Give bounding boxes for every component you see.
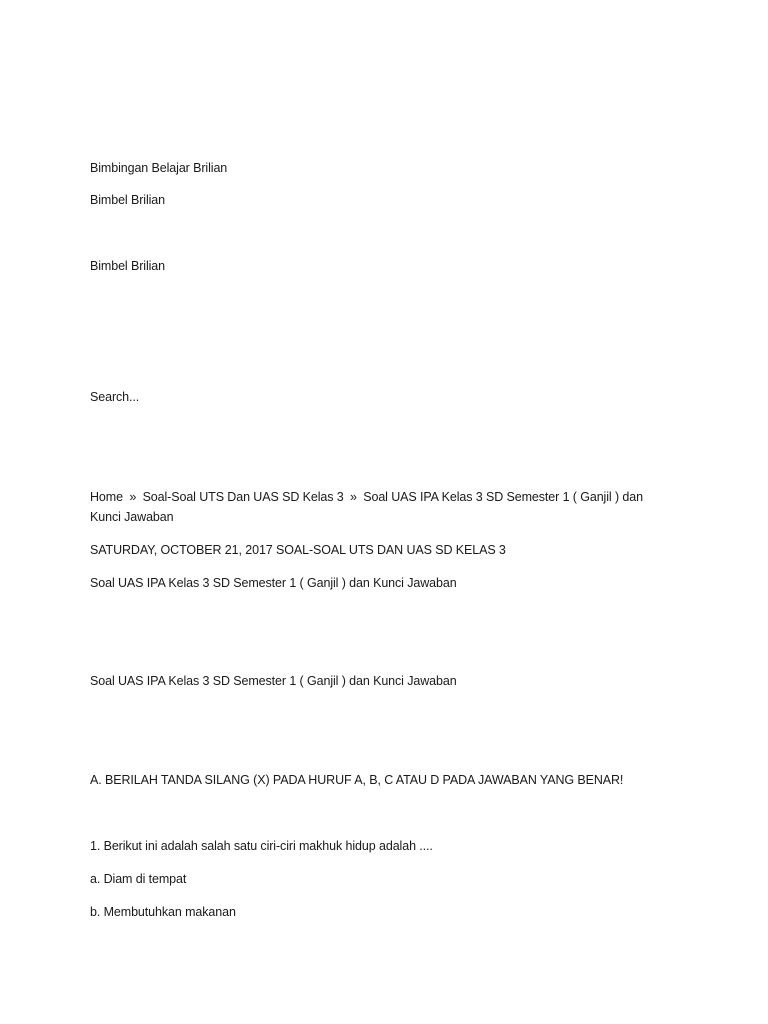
breadcrumb-separator: » <box>350 490 357 504</box>
breadcrumb <box>90 487 670 527</box>
breadcrumb-separator: » <box>129 490 137 504</box>
site-name: Bimbel Brilian <box>90 193 166 207</box>
option-b: b. Membutuhkan makanan <box>90 905 236 919</box>
post-date-line: SATURDAY, OCTOBER 21, 2017 SOAL-SOAL UTS DAN UAS SD KELAS 3 <box>90 543 506 557</box>
option-a: a. Diam di tempat <box>90 872 187 886</box>
site-logo-text[interactable]: Bimbel Brilian <box>90 259 166 273</box>
breadcrumb-current: Soal UAS IPA Kelas 3 SD Semester 1 ( Ganjil ) dan Kunci Jawaban <box>90 490 643 524</box>
breadcrumb-category-link[interactable]: Soal-Soal UTS Dan UAS SD Kelas 3 <box>142 490 344 504</box>
site-title[interactable]: Bimbingan Belajar Brilian <box>90 161 228 175</box>
search-input[interactable]: Search... <box>90 390 140 404</box>
breadcrumb-home-link[interactable]: Home <box>90 490 123 504</box>
section-instruction: A. BERILAH TANDA SILANG (X) PADA HURUF A, B, C ATAU D PADA JAWABAN YANG BENAR! <box>90 773 624 787</box>
post-title: Soal UAS IPA Kelas 3 SD Semester 1 ( Ganjil ) dan Kunci Jawaban <box>90 576 457 590</box>
question-1: 1. Berikut ini adalah salah satu ciri-ciri makhuk hidup adalah .... <box>90 839 433 853</box>
post-subtitle: Soal UAS IPA Kelas 3 SD Semester 1 ( Ganjil ) dan Kunci Jawaban <box>90 674 457 688</box>
